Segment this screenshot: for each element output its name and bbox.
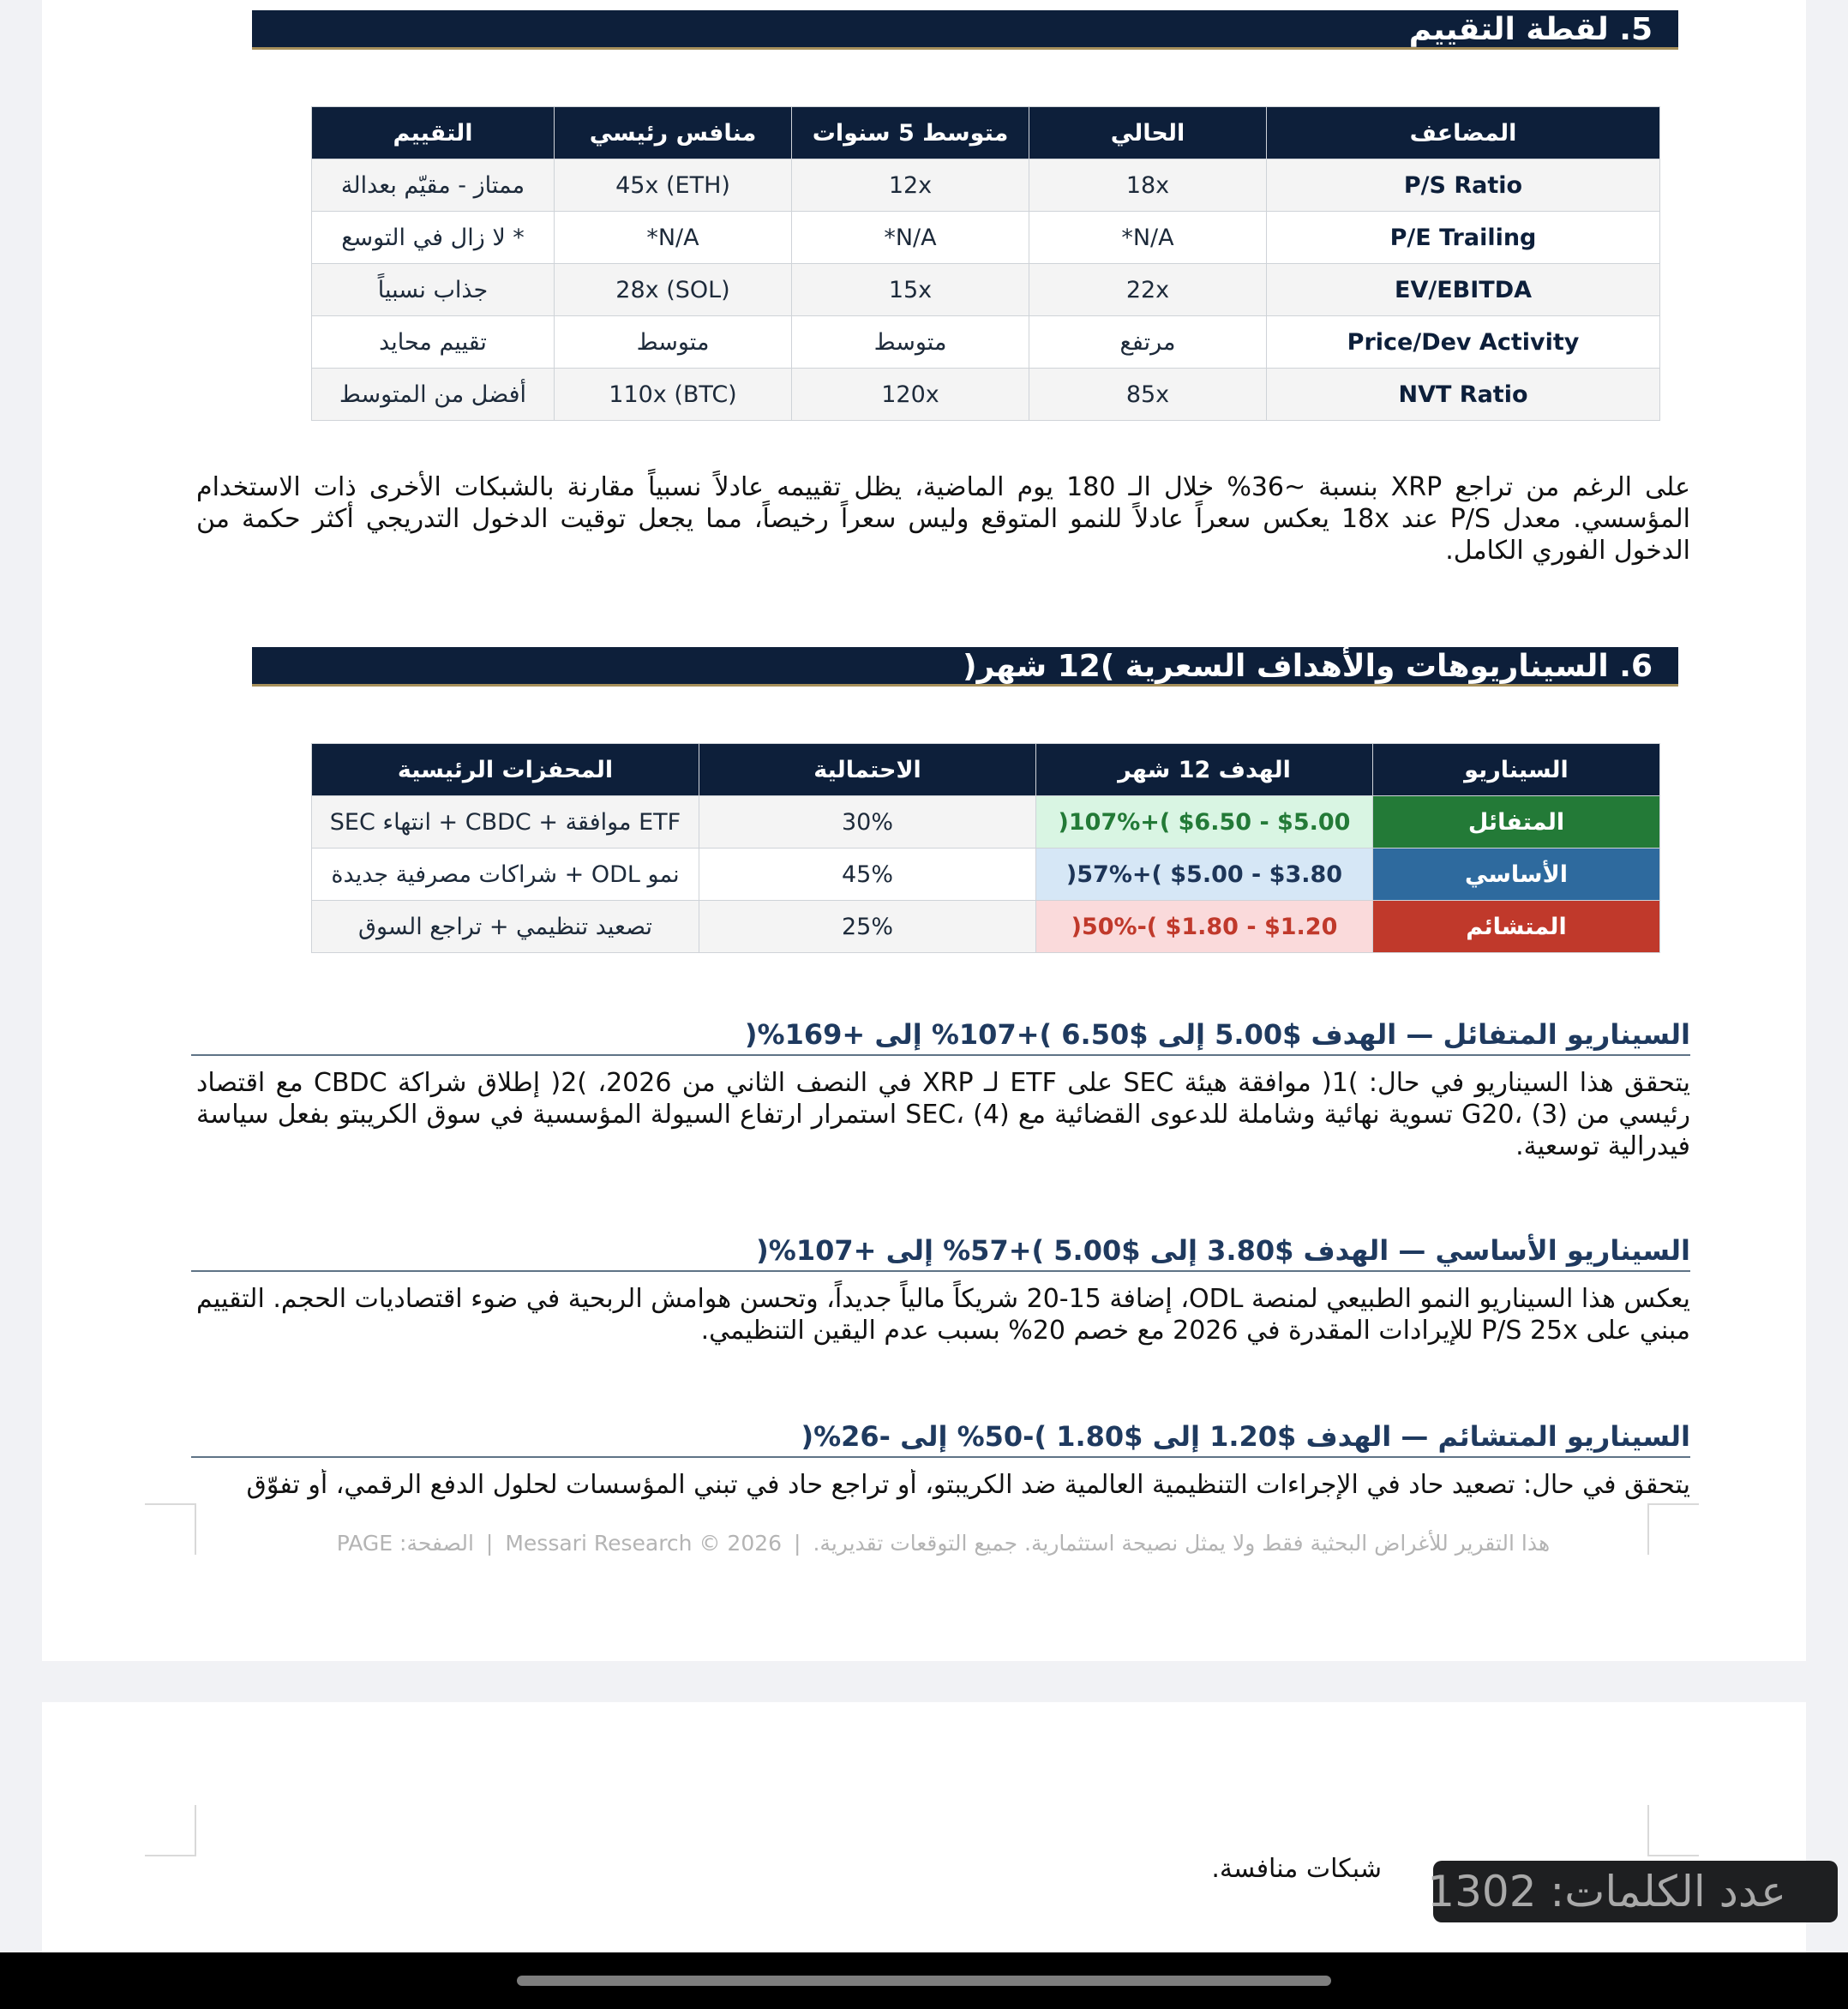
cell-current: 18x: [1029, 159, 1267, 212]
cell-5yr-avg: 15x: [792, 264, 1029, 316]
base-scenario-heading: السيناريو الأساسي — الهدف $3.80 إلى $5.00 )+57% إلى +107%(: [191, 1234, 1690, 1272]
margin-corner-mark: [145, 1805, 196, 1856]
scenario-row-bear: [312, 901, 1660, 953]
margin-corner-mark: [1647, 1805, 1699, 1856]
cell-current: 22x: [1029, 264, 1267, 316]
table-row: [312, 264, 1660, 316]
cell-current: مرتفع: [1029, 316, 1267, 369]
cell-rating: جذاب نسبياً: [312, 264, 555, 316]
cell-metric: EV/EBITDA: [1267, 264, 1660, 316]
cell-5yr-avg: متوسط: [792, 316, 1029, 369]
cell-5yr-avg: 12x: [792, 159, 1029, 212]
cell-competitor: N/A*: [555, 212, 792, 264]
cell-current: N/A*: [1029, 212, 1267, 264]
cell-5yr-avg: N/A*: [792, 212, 1029, 264]
header-competitor: منافس رئيسي: [555, 107, 792, 159]
cell-competitor: متوسط: [555, 316, 792, 369]
table-row: [312, 212, 1660, 264]
cell-competitor: 45x (ETH): [555, 159, 792, 212]
scenario-drivers: ETF موافقة + CBDC + انتهاء SEC: [312, 796, 699, 849]
header-scenario: السيناريو: [1373, 744, 1660, 796]
footer-separator: |: [485, 1531, 494, 1556]
section-6-heading: 6. السيناريوهات والأهداف السعرية )12 شهر(: [252, 647, 1678, 687]
section-5-heading: 5. لقطة التقييم: [252, 10, 1678, 50]
cell-current: 85x: [1029, 369, 1267, 421]
scenario-target: )50%-( $1.80 - $1.20: [1036, 901, 1373, 953]
scenario-row-base: [312, 849, 1660, 901]
document-page-1: [42, 0, 1806, 1661]
bull-scenario-body: يتحقق هذا السيناريو في حال: )1( موافقة هيئة SEC على ETF لـ XRP في النصف الثاني من 2026، )2( إطلاق شراكة CBDC مع اقتصاد رئيسي من G20، (3) تسوية نهائية وشاملة للدعوى القضائية مع SEC، (4) استمرار ارتفاع السيولة المؤسسية في سوق الكريبتو بفعل سياسة فيدرالية توسعية.: [196, 1068, 1690, 1161]
scenario-name: الأساسي: [1373, 849, 1660, 901]
table-header-row: [312, 107, 1660, 159]
base-scenario-body: يعكس هذا السيناريو النمو الطبيعي لمنصة ODL، إضافة 15-20 شريكاً مالياً جديداً، وتحسن هوامش الربحية في ضوء اقتصاديات الحجم. التقييم مبني على P/S 25x للإيرادات المقدرة في 2026 مع خصم 20% بسبب عدم اليقين التنظيمي.: [196, 1284, 1690, 1346]
table-row: [312, 159, 1660, 212]
header-probability: الاحتمالية: [699, 744, 1036, 796]
footer-copyright: Messari Research © 2026: [505, 1531, 783, 1556]
header-rating: التقييم: [312, 107, 555, 159]
scenario-target: )107%+( $6.50 - $5.00: [1036, 796, 1373, 849]
valuation-table: [311, 106, 1660, 421]
cell-5yr-avg: 120x: [792, 369, 1029, 421]
page-footer: [196, 1531, 1690, 1556]
home-indicator-handle[interactable]: [517, 1976, 1331, 1986]
margin-corner-mark: [145, 1503, 196, 1555]
table-row: [312, 316, 1660, 369]
footer-disclaimer: هذا التقرير للأغراض البحثية فقط ولا يمثل نصيحة استثمارية. جميع التوقعات تقديرية.: [813, 1531, 1551, 1556]
header-current: الحالي: [1029, 107, 1267, 159]
page-2-continuation-text: شبكات منافسة.: [1211, 1854, 1382, 1884]
word-count-badge[interactable]: عدد الكلمات: 1302: [1433, 1861, 1838, 1922]
header-target: الهدف 12 شهر: [1036, 744, 1373, 796]
header-5yr-avg: متوسط 5 سنوات: [792, 107, 1029, 159]
header-multiple: المضاعف: [1267, 107, 1660, 159]
cell-competitor: 28x (SOL): [555, 264, 792, 316]
footer-page-label: الصفحة: PAGE: [336, 1531, 474, 1556]
scenario-name: المتشائم: [1373, 901, 1660, 953]
cell-metric: P/S Ratio: [1267, 159, 1660, 212]
scenario-name: المتفائل: [1373, 796, 1660, 849]
scenarios-table: [311, 743, 1660, 953]
header-drivers: المحفزات الرئيسية: [312, 744, 699, 796]
valuation-paragraph: على الرغم من تراجع XRP بنسبة ~36% خلال الـ 180 يوم الماضية، يظل تقييمه عادلاً نسبياً مقارنة بالشبكات الأخرى ذات الاستخدام المؤسسي. معدل P/S عند 18x يعكس سعراً عادلاً للنمو المتوقع وليس سعراً رخيصاً، مما يجعل توقيت الدخول التدريجي أكثر حكمة من الدخول الفوري الكامل.: [196, 472, 1690, 566]
cell-rating: ممتاز - مقيّم بعدالة: [312, 159, 555, 212]
scenario-row-bull: [312, 796, 1660, 849]
cell-rating: تقييم محايد: [312, 316, 555, 369]
cell-competitor: 110x (BTC): [555, 369, 792, 421]
table-row: [312, 369, 1660, 421]
scenario-probability: 30%: [699, 796, 1036, 849]
cell-rating: * لا زال في التوسع: [312, 212, 555, 264]
cell-metric: Price/Dev Activity: [1267, 316, 1660, 369]
bear-scenario-heading: السيناريو المتشائم — الهدف $1.20 إلى $1.80 )-50% إلى -26%(: [191, 1420, 1690, 1458]
cell-metric: NVT Ratio: [1267, 369, 1660, 421]
scenario-target: )57%+( $5.00 - $3.80: [1036, 849, 1373, 901]
scenario-drivers: نمو ODL + شراكات مصرفية جديدة: [312, 849, 699, 901]
bull-scenario-heading: السيناريو المتفائل — الهدف $5.00 إلى $6.50 )+107% إلى +169%(: [191, 1018, 1690, 1056]
cell-metric: P/E Trailing: [1267, 212, 1660, 264]
table-header-row: [312, 744, 1660, 796]
scenario-probability: 25%: [699, 901, 1036, 953]
footer-separator: |: [794, 1531, 801, 1556]
cell-rating: أفضل من المتوسط: [312, 369, 555, 421]
scenario-probability: 45%: [699, 849, 1036, 901]
bear-scenario-body: يتحقق في حال: تصعيد حاد في الإجراءات التنظيمية العالمية ضد الكريبتو، أو تراجع حاد في تبني المؤسسات لحلول الدفع الرقمي، أو تفوّق: [246, 1470, 1690, 1500]
system-navigation-bar: [0, 1952, 1848, 2009]
scenario-drivers: تصعيد تنظيمي + تراجع السوق: [312, 901, 699, 953]
